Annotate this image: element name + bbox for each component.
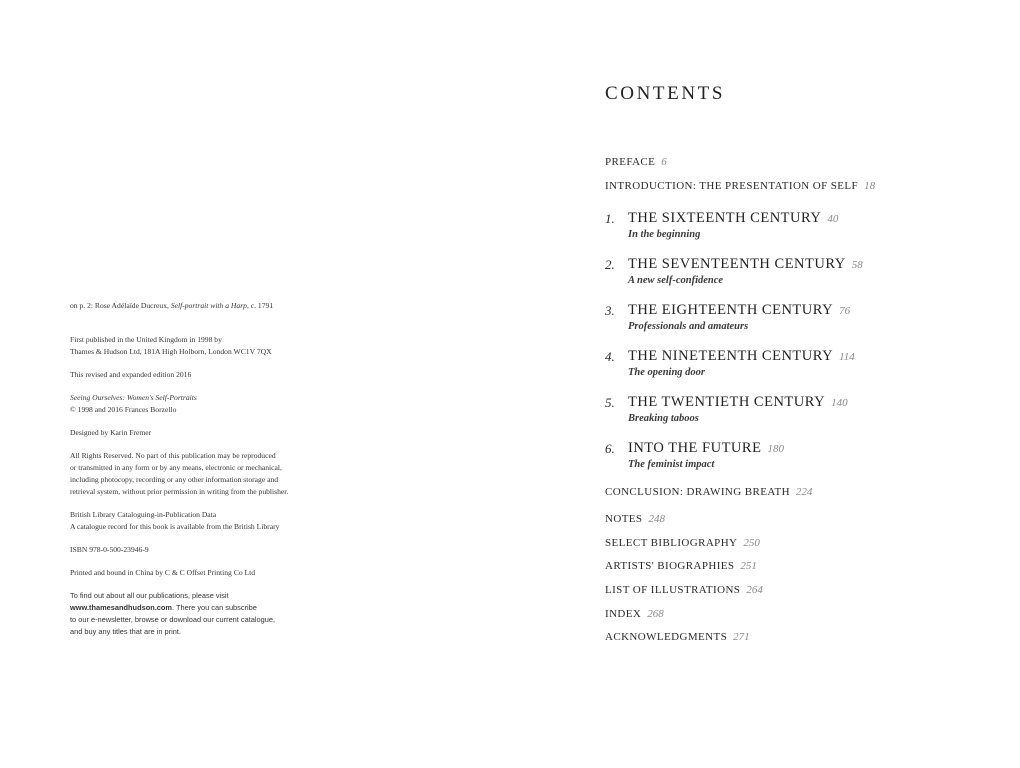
toc-page-number: 224 (795, 486, 813, 498)
toc-page-number: 58 (851, 259, 863, 271)
cip-data (70, 509, 310, 533)
chapter-title: THE SIXTEENTH CENTURY (628, 210, 822, 226)
cip-line: A catalogue record for this book is available from the British Library (70, 522, 280, 531)
caption-work-title: Self-portrait with a Harp (170, 301, 247, 310)
cip-line: British Library Cataloguing-in-Publication Data (70, 510, 217, 519)
chapter-subtitle: The opening door (628, 367, 706, 378)
frontispiece-caption (70, 300, 310, 312)
caption-date: , c. 1791 (246, 301, 274, 310)
chapter-title: THE SEVENTEENTH CENTURY (628, 256, 846, 272)
first-published (70, 334, 310, 358)
copyright-line: © 1998 and 2016 Frances Borzello (70, 405, 177, 414)
chapter-subtitle: Breaking taboos (628, 413, 699, 424)
toc-page-number: 251 (740, 560, 757, 572)
website-note-line: To find out about all our publications, please visit (70, 591, 229, 600)
toc-entry-conclusion[interactable] (605, 486, 812, 498)
rights-line: including photocopy, recording or any other information storage and (70, 475, 279, 484)
caption-text: on p. 2: Rose Adélaïde Ducreux, (70, 301, 171, 310)
toc-entry-label: ARTISTS' BIOGRAPHIES (605, 560, 735, 572)
chapter-number: 2. (605, 257, 615, 272)
toc-entry-list-of-illustrations[interactable] (605, 584, 763, 596)
website-note-line: to our e-newsletter, browse or download our current catalogue, (70, 615, 275, 624)
chapter-number: 6. (605, 441, 615, 456)
toc-entry-label: SELECT BIBLIOGRAPHY (605, 537, 738, 549)
toc-entry-acknowledgments[interactable] (605, 631, 750, 643)
rights-line: or transmitted in any form or by any means, electronic or mechanical, (70, 463, 282, 472)
chapter-subtitle: A new self-confidence (628, 275, 724, 286)
publisher-address: Thames & Hudson Ltd, 181A High Holborn, London WC1V 7QX (70, 347, 272, 356)
chapter-number: 1. (605, 211, 615, 226)
toc-page-number: 40 (827, 213, 839, 225)
toc-page-number: 114 (839, 351, 855, 363)
website-note-line: . There you can subscribe (171, 603, 257, 612)
chapter-number: 5. (605, 395, 615, 410)
toc-page-number: 18 (864, 180, 876, 192)
printer-credit: Printed and bound in China by C & C Offset Printing Co Ltd (70, 568, 256, 577)
edition-note: This revised and expanded edition 2016 (70, 370, 192, 379)
rights-line: retrieval system, without prior permission in writing from the publisher. (70, 487, 289, 496)
toc-entry-label: NOTES (605, 513, 643, 525)
contents-heading: CONTENTS (605, 83, 726, 104)
book-title: Seeing Ourselves: Women's Self-Portraits (70, 393, 197, 402)
toc-entry-artists-biographies[interactable] (605, 560, 757, 572)
rights-line: All Rights Reserved. No part of this publication may be reproduced (70, 451, 276, 460)
toc-entry-label: INTRODUCTION: THE PRESENTATION OF SELF (605, 180, 859, 192)
rights-notice (70, 450, 310, 498)
toc-entry-label: CONCLUSION: DRAWING BREATH (605, 486, 790, 498)
first-published-line: First published in the United Kingdom in 1998 by (70, 335, 222, 344)
toc-entry-notes[interactable] (605, 513, 665, 525)
chapter-title: THE NINETEENTH CENTURY (628, 348, 834, 364)
chapter-title: INTO THE FUTURE (628, 440, 762, 456)
toc-entry-preface[interactable] (605, 156, 667, 168)
toc-page-number: 140 (831, 397, 848, 409)
toc-page-number: 248 (648, 513, 665, 525)
imprint-page (70, 300, 310, 649)
publisher-url[interactable]: www.thamesandhudson.com (70, 603, 172, 612)
toc-entry-label: LIST OF ILLUSTRATIONS (605, 584, 741, 596)
toc-entry-label: INDEX (605, 608, 642, 620)
toc-page-number: 180 (767, 443, 784, 455)
toc-page-number: 264 (746, 584, 763, 596)
chapter-subtitle: Professionals and amateurs (628, 321, 749, 332)
toc-page-number: 268 (647, 608, 664, 620)
chapter-number: 3. (605, 303, 615, 318)
toc-entry-bibliography[interactable] (605, 537, 760, 549)
website-note-line: and buy any titles that are in print. (70, 627, 181, 636)
toc-entry-label: ACKNOWLEDGMENTS (605, 631, 728, 643)
toc-page-number: 271 (733, 631, 750, 643)
toc-entry-index[interactable] (605, 608, 664, 620)
chapter-title: THE EIGHTEENTH CENTURY (628, 302, 834, 318)
toc-page-number: 76 (839, 305, 851, 317)
copyright-block (70, 392, 310, 416)
chapter-subtitle: In the beginning (628, 229, 701, 240)
toc-entry-introduction[interactable] (605, 180, 875, 192)
chapter-subtitle: The feminist impact (628, 459, 715, 470)
toc-page-number: 250 (743, 537, 760, 549)
toc-entry-label: PREFACE (605, 156, 656, 168)
isbn: ISBN 978-0-500-23946-9 (70, 545, 149, 554)
chapter-title: THE TWENTIETH CENTURY (628, 394, 826, 410)
publisher-website-note (70, 590, 310, 638)
chapter-number: 4. (605, 349, 615, 364)
designer-credit: Designed by Karin Fremer (70, 428, 152, 437)
toc-page-number: 6 (661, 156, 667, 168)
